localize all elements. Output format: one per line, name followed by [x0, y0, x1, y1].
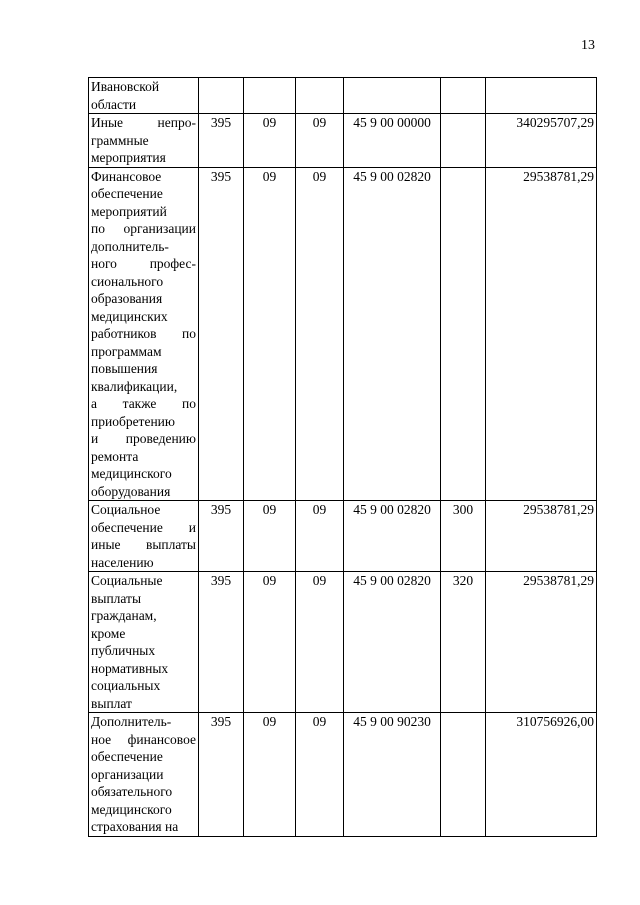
item-name-cell: [89, 78, 199, 114]
grbs-code-cell: 395: [199, 167, 244, 501]
target-article-cell: 45 9 00 02820: [344, 501, 441, 572]
item-name-cell: [89, 114, 199, 168]
item-name-line: квалификации,: [91, 378, 178, 394]
subsection-code-cell: 09: [296, 713, 344, 837]
section-code-cell: 09: [244, 167, 296, 501]
target-article-cell: 45 9 00 02820: [344, 167, 441, 501]
item-name-line: выплаты: [91, 590, 142, 606]
section-code-cell: 09: [244, 572, 296, 713]
item-name-line: страхования на: [91, 819, 179, 834]
item-name-line: мероприятий: [91, 203, 167, 219]
item-name-line: организации: [91, 766, 164, 782]
item-name-line: Дополнитель-: [91, 714, 172, 729]
target-article-cell: [344, 78, 441, 114]
section-code-cell: 09: [244, 114, 296, 168]
budget-table: [88, 77, 597, 837]
amount-cell: 340295707,29: [486, 114, 597, 168]
expense-type-cell: [441, 713, 486, 837]
target-article-cell: 45 9 00 00000: [344, 114, 441, 168]
target-article-cell: 45 9 00 90230: [344, 713, 441, 837]
item-name-line: области: [91, 96, 137, 112]
subsection-code-cell: 09: [296, 501, 344, 572]
item-name-line: образования: [91, 291, 163, 306]
item-name-cell: [89, 167, 199, 501]
item-name-line: и проведению: [91, 431, 196, 446]
item-name-cell: [89, 501, 199, 572]
item-name-line: Ивановской: [91, 79, 160, 94]
item-name-line: Социальные: [91, 573, 163, 588]
item-name-line: программам: [91, 343, 162, 359]
item-name-line: а также по: [91, 396, 196, 411]
expense-type-cell: 320: [441, 572, 486, 713]
grbs-code-cell: 395: [199, 572, 244, 713]
grbs-code-cell: 395: [199, 501, 244, 572]
item-name-line: нормативных: [91, 660, 169, 676]
item-name-line: обеспечение и: [91, 519, 196, 535]
item-name-line: Финансовое: [91, 168, 162, 184]
table-row: [89, 114, 597, 168]
item-name-line: гражданам,: [91, 608, 157, 623]
subsection-code-cell: 09: [296, 114, 344, 168]
item-name-line: работников по: [91, 326, 196, 341]
target-article-cell: 45 9 00 02820: [344, 572, 441, 713]
item-name-line: ного профес-: [91, 256, 196, 271]
item-name-line: публичных: [91, 643, 156, 658]
item-name-cell: [89, 713, 199, 837]
item-name-line: медицинского: [91, 466, 172, 481]
budget-table-body: [89, 78, 597, 837]
amount-cell: [486, 78, 597, 114]
item-name-line: обеспечение: [91, 186, 163, 201]
table-row: [89, 501, 597, 572]
table-row: [89, 78, 597, 114]
item-name-line: населению: [91, 554, 154, 570]
item-name-line: Социальное: [91, 502, 161, 517]
item-name-line: сионального: [91, 273, 164, 289]
item-name-line: кроме: [91, 625, 126, 641]
amount-cell: 29538781,29: [486, 501, 597, 572]
table-row: [89, 167, 597, 501]
subsection-code-cell: 09: [296, 572, 344, 713]
item-name-line: ное финансовое: [91, 731, 196, 747]
grbs-code-cell: [199, 78, 244, 114]
section-code-cell: [244, 78, 296, 114]
item-name-line: мероприятия: [91, 150, 166, 165]
item-name-line: приобретению: [91, 413, 175, 429]
item-name-cell: [89, 572, 199, 713]
item-name-line: оборудования: [91, 483, 171, 499]
item-name-line: обязательного: [91, 784, 173, 799]
section-code-cell: 09: [244, 501, 296, 572]
item-name-line: иные выплаты: [91, 537, 196, 552]
item-name-line: Иные непро-: [91, 115, 196, 130]
table-row: [89, 572, 597, 713]
expense-type-cell: [441, 78, 486, 114]
table-row: [89, 713, 597, 837]
item-name-line: ремонта: [91, 448, 139, 464]
expense-type-cell: [441, 167, 486, 501]
subsection-code-cell: [296, 78, 344, 114]
item-name-line: обеспечение: [91, 749, 163, 764]
expense-type-cell: [441, 114, 486, 168]
item-name-line: медицинских: [91, 308, 168, 324]
item-name-line: выплат: [91, 695, 132, 711]
expense-type-cell: 300: [441, 501, 486, 572]
amount-cell: 29538781,29: [486, 572, 597, 713]
subsection-code-cell: 09: [296, 167, 344, 501]
section-code-cell: 09: [244, 713, 296, 837]
grbs-code-cell: 395: [199, 114, 244, 168]
item-name-line: медицинского: [91, 801, 172, 817]
item-name-line: по организации: [91, 221, 196, 236]
amount-cell: 310756926,00: [486, 713, 597, 837]
amount-cell: 29538781,29: [486, 167, 597, 501]
item-name-line: граммные: [91, 132, 149, 148]
page-number: 13: [581, 38, 595, 53]
item-name-line: дополнитель-: [91, 238, 169, 254]
item-name-line: социальных: [91, 678, 161, 693]
grbs-code-cell: 395: [199, 713, 244, 837]
item-name-line: повышения: [91, 361, 158, 376]
